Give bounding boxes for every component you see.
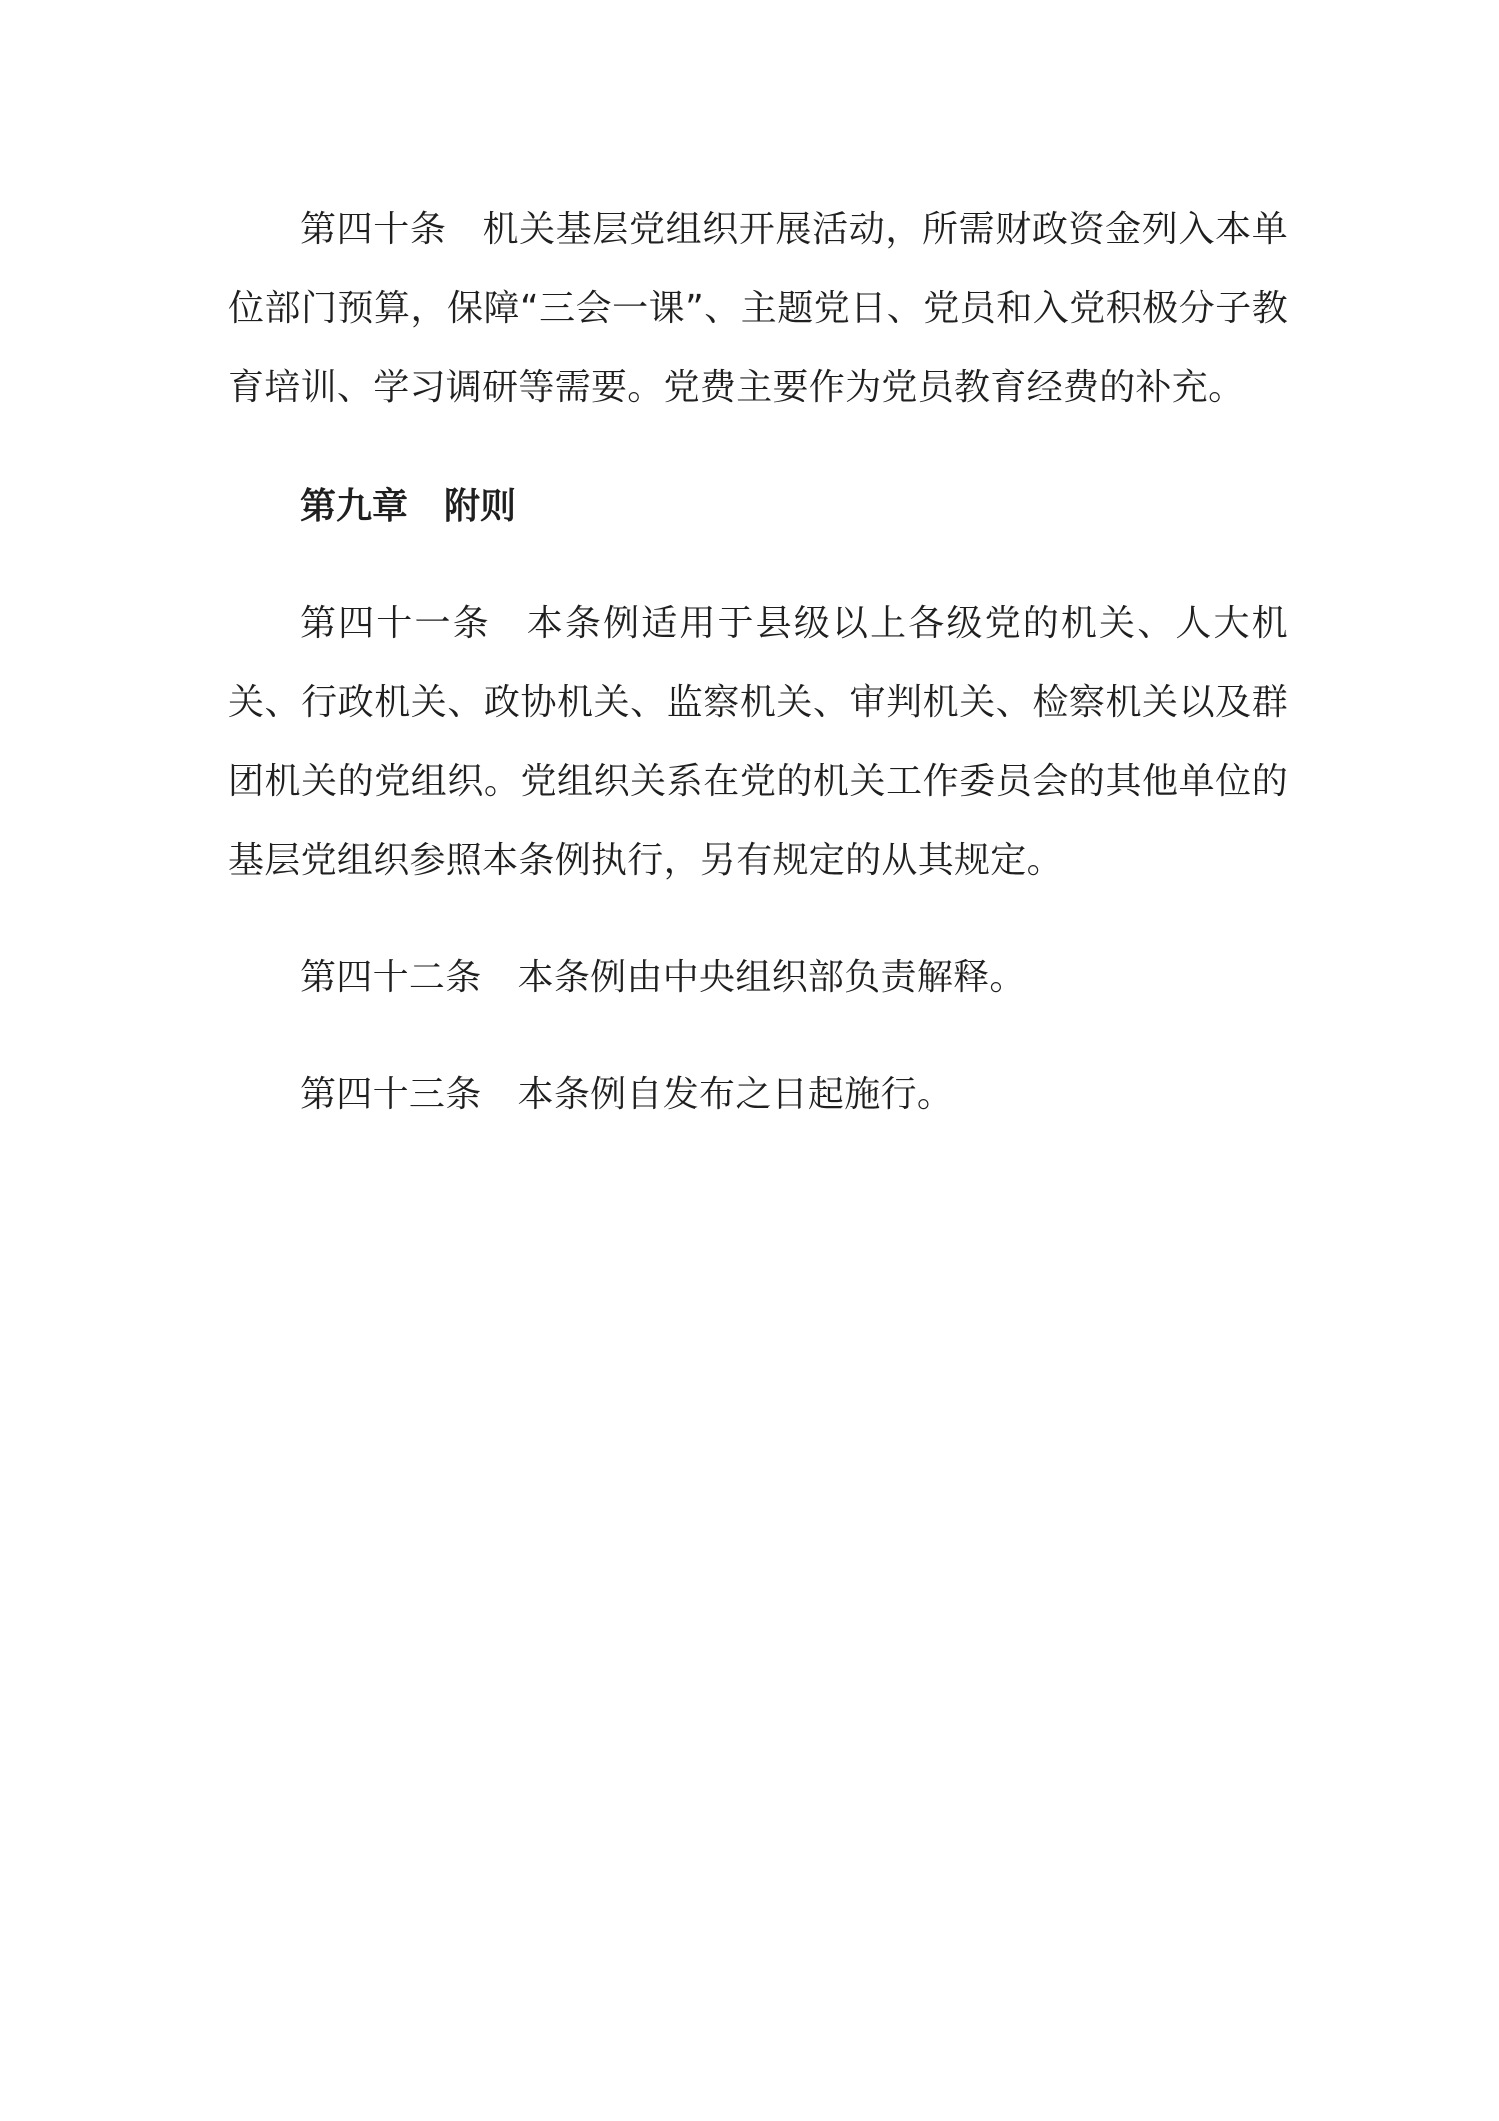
article-41-text: 本条例适用于县级以上各级党的机关、人大机关、行政机关、政协机关、监察机关、审判机关、检察机关以及群团机关的党组织。党组织关系在党的机关工作委员会的其他单位的基层党组织参照本条例执行，另有规定的从其规定。 <box>228 603 1288 881</box>
article-43-text: 本条例自发布之日起施行。 <box>517 1074 954 1115</box>
article-40-label: 第四十条 <box>300 209 447 250</box>
article-43-label: 第四十三条 <box>300 1074 482 1115</box>
chapter-title: 附则 <box>444 486 517 527</box>
article-42-text: 本条例由中央组织部负责解释。 <box>517 957 1026 998</box>
article-41-label: 第四十一条 <box>300 603 491 644</box>
article-40-text: 机关基层党组织开展活动，所需财政资金列入本单位部门预算，保障“三会一课”、主题党日、党员和入党积极分子教育培训、学习调研等需要。党费主要作为党员教育经费的补充。 <box>228 209 1288 408</box>
chapter-number: 第九章 <box>300 486 409 527</box>
article-41 <box>228 584 1288 900</box>
article-42-label: 第四十二条 <box>300 957 482 998</box>
document-body <box>228 190 1288 1134</box>
article-40 <box>228 190 1288 427</box>
article-42 <box>228 938 1288 1017</box>
chapter-heading <box>228 467 1288 546</box>
article-43 <box>228 1055 1288 1134</box>
